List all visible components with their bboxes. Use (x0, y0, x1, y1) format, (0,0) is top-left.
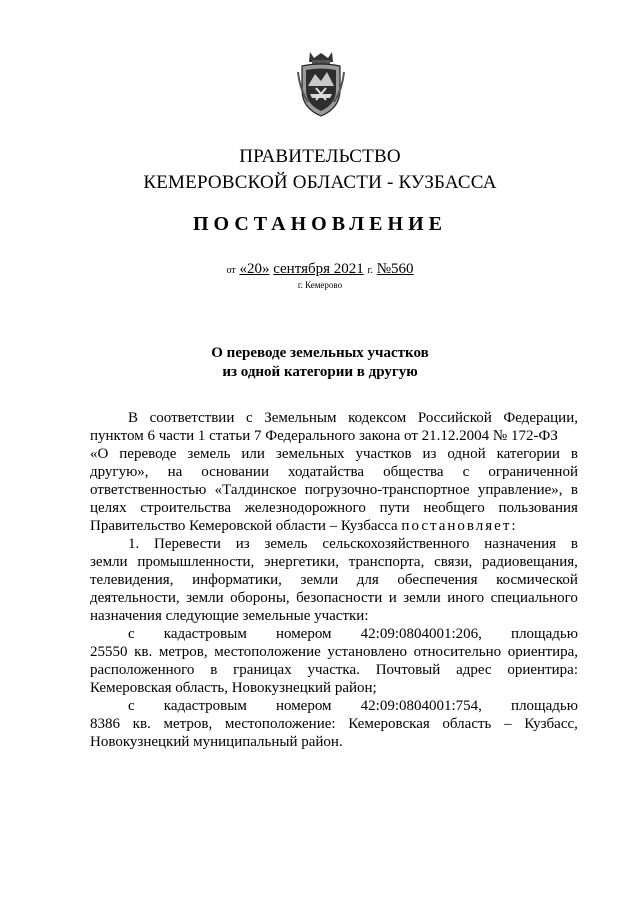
body-line (128, 625, 578, 643)
body-word: в (570, 446, 578, 462)
body-word: с (128, 626, 135, 642)
body-line (90, 481, 578, 499)
body-line: Новокузнецкий муниципальный район. (90, 734, 343, 750)
body-word: общества (383, 464, 444, 480)
body-word: участка. (307, 662, 360, 678)
body-word: участков (355, 446, 412, 462)
body-line (90, 643, 578, 661)
body-word: управление», (477, 482, 563, 498)
body-word: 8386 (90, 716, 120, 732)
body-word: из (235, 536, 250, 552)
body-word: обороны, (230, 590, 290, 606)
body-word: кв. (132, 716, 151, 732)
body-word: земель (264, 536, 308, 552)
body-word: из (422, 446, 437, 462)
body-word: для (356, 572, 379, 588)
body-word: кв. (134, 644, 153, 660)
body-line (90, 571, 578, 589)
body-line (90, 715, 578, 733)
body-word: площадью (511, 698, 578, 714)
document-number: №560 (376, 261, 414, 277)
body-line: Кемеровская область, Новокузнецкий район; (90, 680, 377, 696)
body-word: метров, (158, 644, 208, 660)
body-word: назначения (484, 536, 557, 552)
body-word: кадастровым (163, 626, 247, 642)
body-word: земель (187, 446, 231, 462)
body-word: в (570, 536, 578, 552)
body-word: 42:09:0804001:754, (360, 698, 482, 714)
body-word: В (128, 410, 139, 426)
body-word: переводе (119, 446, 177, 462)
body-line (90, 661, 578, 679)
body-word: ориентира, (507, 644, 578, 660)
body-word: иного (447, 590, 485, 606)
body-line (90, 463, 578, 481)
date-line (0, 261, 640, 278)
resolution-word: постановляет: (401, 518, 518, 534)
body-word: и (388, 590, 397, 606)
document-title-line2: из одной категории в другую (222, 364, 418, 380)
body-word: в (210, 662, 218, 678)
body-word: ходатайства (288, 464, 365, 480)
body-word: в (570, 482, 578, 498)
body-word: с (462, 464, 470, 480)
body-word: Кузбасс, (524, 716, 578, 732)
body-line (128, 535, 578, 553)
body-word: связи, (434, 554, 473, 570)
body-word: границах (233, 662, 292, 678)
body-word: целях (90, 500, 127, 516)
body-line (90, 553, 578, 571)
body-line (90, 499, 578, 517)
body-line (90, 589, 578, 607)
body-word: Земельным (264, 410, 337, 426)
body-word: промышленности, (137, 554, 255, 570)
body-line (90, 517, 578, 535)
body-word: земли (300, 572, 339, 588)
body-word: Перевести (154, 536, 221, 552)
body-word: земли (186, 590, 224, 606)
body-word: энергетики, (264, 554, 339, 570)
body-line (128, 697, 578, 715)
body-word: «Талдинское (214, 482, 297, 498)
body-word: относительно (413, 644, 502, 660)
body-word: «О (90, 446, 109, 462)
body-word: категории (496, 446, 560, 462)
body-word: деятельности, (90, 590, 180, 606)
body-word: космической (496, 572, 578, 588)
body-word: обеспечения (397, 572, 478, 588)
body-line (128, 409, 578, 427)
body-word: одной (447, 446, 486, 462)
body-word: необщего (423, 500, 485, 516)
body-word: номером (275, 626, 332, 642)
body-word: кодексом (348, 410, 407, 426)
body-word: 42:09:0804001:206, (360, 626, 482, 642)
body-word: установлено (327, 644, 408, 660)
body-word: с (245, 410, 253, 426)
body-word: ответственностью (90, 482, 207, 498)
body-word: расположенного (90, 662, 195, 678)
body-word: сельскохозяйственного (322, 536, 470, 552)
body-word: область (442, 716, 492, 732)
body-word: Федерации, (503, 410, 578, 426)
document-title-line1: О переводе земельных участков (211, 345, 429, 361)
body-word: Кемеровская (348, 716, 430, 732)
body-word: адрес (456, 662, 492, 678)
date-year-suffix: г. (367, 265, 373, 276)
body-word: или (241, 446, 265, 462)
body-word: специального (490, 590, 578, 606)
body-word: местоположение (214, 644, 321, 660)
body-word: информатики, (192, 572, 282, 588)
body-word: земли (90, 554, 128, 570)
body-word: Почтовый (375, 662, 441, 678)
body-word: безопасности (296, 590, 383, 606)
body-word: 1. (128, 536, 140, 552)
body-word: строительства (140, 500, 232, 516)
body-word: радиовещания, (482, 554, 578, 570)
body-word: ограниченной (488, 464, 578, 480)
body-word: железнодорожного (244, 500, 366, 516)
body-line: назначения следующие земельные участки: (90, 608, 369, 624)
body-word: метров, (163, 716, 213, 732)
body-word: пользования (498, 500, 578, 516)
coat-of-arms-emblem (296, 50, 346, 118)
body-word: кадастровым (163, 698, 247, 714)
body-word: – (504, 716, 512, 732)
city-name: г. Кемерово (297, 280, 343, 290)
body-word: площадью (511, 626, 578, 642)
body-word: номером (275, 698, 332, 714)
document-type: ПОСТАНОВЛЕНИЕ (193, 213, 447, 235)
body-word: погрузочно-транспортное (304, 482, 470, 498)
body-word: земли (403, 590, 441, 606)
date-prefix: от (226, 265, 236, 276)
body-word: ориентира: (507, 662, 578, 678)
body-word: на (167, 464, 183, 480)
body-word: основании (201, 464, 269, 480)
body-word: земельных (275, 446, 345, 462)
date-day: «20» (239, 261, 270, 277)
body-word: пути (379, 500, 410, 516)
body-text: Правительство Кемеровской области – Кузбасса (90, 518, 398, 534)
body-line (90, 445, 578, 463)
body-line: пунктом 6 части 1 статьи 7 Федерального закона от 21.12.2004 № 172-ФЗ (90, 428, 558, 444)
body-word: транспорта, (348, 554, 425, 570)
body-word: телевидения, (90, 572, 174, 588)
body-word: с (128, 698, 135, 714)
body-word: Российской (417, 410, 492, 426)
government-name-line2: КЕМЕРОВСКОЙ ОБЛАСТИ - КУЗБАССА (143, 172, 497, 193)
body-word: другую», (90, 464, 149, 480)
body-word: 25550 (90, 644, 128, 660)
date-month-year: сентября 2021 (273, 261, 364, 277)
body-word: соответствии (149, 410, 235, 426)
body-word: местоположение: (224, 716, 336, 732)
government-name-line1: ПРАВИТЕЛЬСТВО (239, 146, 401, 167)
